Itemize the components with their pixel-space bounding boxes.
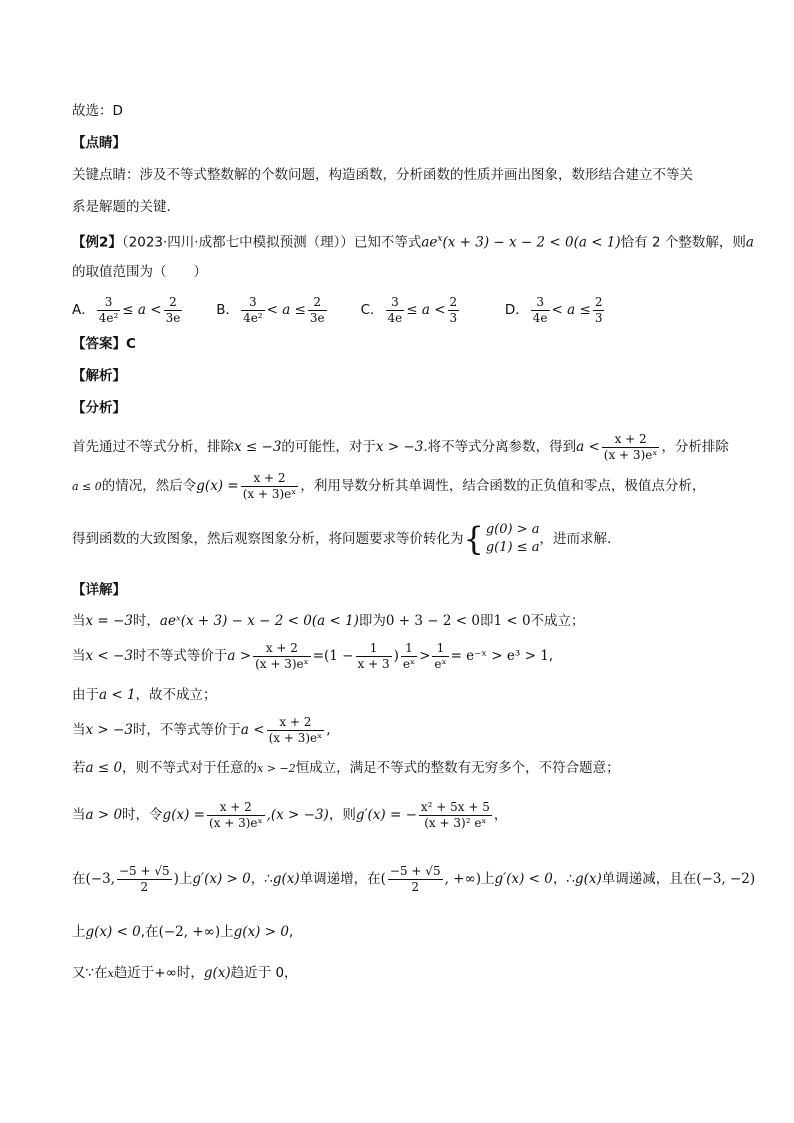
text: ，分析排除 [661, 439, 729, 455]
heading-text: 【点睛】 [72, 135, 126, 151]
math: > [419, 648, 431, 664]
selection-line [72, 101, 123, 121]
denominator: 3 [594, 310, 603, 325]
text: 又∵在 [72, 965, 108, 981]
text: 单调递增，在 [299, 871, 381, 887]
text: 上 [220, 924, 234, 940]
numerator: 3 [104, 294, 113, 309]
text: ，则不等式对于任意的 [122, 760, 258, 776]
numerator: −5 + √5 [389, 863, 441, 878]
fraction [386, 295, 405, 326]
text: ，∴ [552, 871, 575, 887]
equation-system [486, 521, 540, 557]
numerator: 3 [391, 294, 399, 309]
system-row: g(0) > a [485, 522, 540, 537]
math: g(x) = [162, 807, 205, 823]
math: x [107, 967, 114, 980]
option-label: C． [360, 302, 384, 318]
math: g(x) [574, 871, 602, 887]
detail-line-1 [72, 611, 585, 631]
denominator: (x + 3)eˣ [268, 730, 323, 745]
text: 的取值范围为（ ） [72, 264, 207, 280]
denominator: 4e [387, 310, 403, 325]
math: (x + 3) − x − 2 < 0(a < 1) [442, 234, 621, 251]
numerator: x + 2 [219, 799, 252, 814]
text: 时， [132, 613, 160, 629]
example-2-stem-2 [72, 262, 207, 282]
numerator: x² + 5x + 5 [420, 799, 490, 814]
text: 上 [178, 871, 193, 887]
denominator: (x + 3)eˣ [603, 447, 658, 462]
text: ，进而求解. [539, 531, 612, 547]
denominator: (x + 3)eˣ [242, 486, 297, 501]
numerator: −5 + √5 [118, 863, 170, 878]
fraction [164, 295, 183, 326]
denominator: (x + 3)eˣ [255, 656, 309, 671]
math: ≤ a < [122, 302, 162, 318]
math: x ≤ −3 [234, 439, 282, 455]
text: 恒成立，满足不等式的整数有无穷多个，不符合题意； [295, 760, 620, 776]
answer-text: 【答案】C [72, 336, 136, 352]
math: , +∞) [444, 871, 481, 887]
text: 由于 [72, 687, 99, 703]
math: < a ≤ [551, 302, 591, 318]
key-point-text: 关键点睛：涉及不等式整数解的个数问题，构造函数，分析函数的性质并画出图象，数形结合建立不等关 [72, 167, 693, 183]
text: 即 [479, 613, 494, 629]
math: g(x) [272, 871, 300, 887]
fraction [241, 471, 299, 502]
math: ( [380, 871, 386, 887]
math: ) [393, 648, 399, 664]
key-point-line-1 [72, 165, 693, 185]
math: a > 0 [85, 807, 123, 823]
math: g′(x) = − [355, 807, 417, 823]
detail-line-6 [72, 795, 507, 835]
math: < a ≤ [266, 302, 306, 318]
text: 时，令 [122, 807, 163, 823]
text: 趋近于 0， [230, 965, 298, 981]
fraction [593, 295, 605, 326]
denominator: 3e [165, 310, 181, 325]
math: ae [421, 234, 438, 251]
fraction [356, 641, 392, 672]
denominator: eˣ [434, 656, 447, 671]
text: 不成立； [530, 613, 585, 629]
system-row: g(1) ≤ a [485, 540, 540, 555]
option-d [505, 293, 645, 327]
math: a ≤ 0 [72, 480, 102, 493]
fraction [419, 800, 492, 831]
math: x > −3 [85, 722, 133, 738]
text: 在 [72, 871, 86, 887]
fraction [267, 715, 325, 746]
text: ，利用导数分析其单调性，结合函数的正负值和零点，极值点分析， [300, 478, 706, 494]
denominator: 3e [309, 310, 325, 325]
options-row [72, 293, 645, 327]
option-b [216, 293, 356, 327]
fraction [241, 295, 265, 326]
numerator: 2 [313, 294, 322, 309]
text: 的可能性，对于 [281, 439, 376, 455]
detail-line-8 [72, 922, 293, 942]
math: a > [227, 648, 252, 664]
fraction [531, 295, 550, 326]
key-point-text: 系是解题的关键. [72, 199, 171, 215]
detail-line-2 [72, 638, 553, 674]
text: , [326, 722, 331, 738]
fraction [448, 295, 460, 326]
heading-text: 【解析】 [72, 368, 126, 384]
fraction [117, 864, 172, 895]
text: , [548, 648, 554, 664]
denominator: (x + 3)² eˣ [419, 815, 492, 831]
math: ≤ a < [406, 302, 446, 318]
text: 上 [72, 924, 86, 940]
fraction [388, 864, 443, 895]
denominator: 3 [449, 310, 458, 325]
detail-line-9 [72, 963, 298, 984]
math: g′(x) < 0 [494, 871, 553, 887]
text: 即为 [358, 613, 386, 629]
math: x < −3 [85, 648, 133, 664]
option-a [72, 293, 212, 327]
numerator: x + 2 [279, 714, 312, 729]
detail-line-7 [72, 857, 755, 901]
text: 时，不等式等价于 [132, 722, 241, 738]
detail-line-3 [72, 685, 217, 705]
text: 首先通过不等式分析，排除 [72, 439, 234, 455]
fraction [602, 432, 660, 463]
text: 恰有 2 个整数解，则 [620, 234, 746, 251]
option-label: D． [504, 302, 529, 318]
numerator: 2 [169, 294, 177, 309]
analysis-line-2 [72, 469, 705, 504]
heading-xiangjie [72, 580, 126, 600]
text: 时不等式等价于 [132, 648, 228, 664]
text: ，故不成立； [135, 687, 217, 703]
denominator: (x + 3)eˣ [208, 815, 263, 830]
math: (−3, [85, 871, 115, 887]
example-tag: 【例2】 [72, 234, 122, 251]
numerator: 1 [405, 640, 413, 655]
math: g(x) = [196, 478, 239, 494]
math: a < [240, 722, 265, 738]
numerator: 3 [536, 294, 544, 309]
numerator: 1 [369, 640, 378, 655]
option-label: A． [72, 302, 95, 318]
denominator: x + 3 [357, 656, 390, 671]
text: 当 [72, 722, 86, 738]
key-point-line-2 [72, 197, 171, 217]
text: ，∴ [250, 871, 273, 887]
analysis-line-1 [72, 430, 729, 464]
text: ,在 [140, 924, 159, 940]
heading-text: 【详解】 [72, 582, 126, 598]
math: ,(x > −3) [266, 807, 329, 823]
numerator: x + 2 [265, 640, 298, 655]
denominator: 2 [117, 879, 172, 895]
text: 趋近于+∞时， [113, 965, 204, 981]
option-label: B． [216, 302, 240, 318]
math: a < [576, 439, 600, 455]
heading-dianjing [72, 133, 126, 153]
heading-answer [72, 334, 136, 354]
math: a ≤ 0 [85, 760, 123, 776]
text: 当 [72, 648, 86, 664]
text: , [288, 924, 294, 940]
text: 得到函数的大致图象，然后观察图象分析，将问题要求等价转化为 [72, 531, 464, 547]
analysis-line-3 [72, 517, 611, 561]
math: a < 1 [99, 687, 136, 703]
detail-line-4 [72, 712, 331, 748]
text: 上 [481, 871, 495, 887]
math: g(x) > 0 [233, 924, 289, 940]
fraction [97, 295, 121, 326]
math-sup: x [437, 234, 443, 244]
math: x > −2 [257, 762, 296, 775]
text: 若 [72, 760, 86, 776]
heading-text: 【分析】 [72, 400, 126, 416]
math: (−3, −2) [696, 871, 756, 887]
math: a [745, 234, 754, 251]
text: 的情况，然后令 [101, 478, 197, 494]
heading-jiexi [72, 366, 126, 386]
math: (1 − [324, 648, 354, 664]
selection-text: 故选：D [72, 103, 123, 119]
fraction [401, 641, 417, 672]
left-brace: { [463, 520, 484, 558]
math: aeˣ(x + 3) − x − 2 < 0(a < 1) [159, 613, 359, 629]
fraction [253, 641, 311, 672]
numerator: 2 [594, 294, 603, 309]
math: = [312, 648, 325, 664]
numerator: 1 [436, 640, 445, 655]
fraction [432, 641, 448, 672]
math: x > −3 [375, 439, 424, 455]
detail-line-5 [72, 758, 620, 779]
fraction [207, 800, 265, 831]
denominator: 2 [388, 879, 443, 895]
math: ) [173, 871, 179, 887]
math: 0 + 3 − 2 < 0 [385, 613, 480, 629]
heading-fenxi [72, 398, 126, 418]
math: (−2, +∞) [158, 924, 221, 940]
math: = e⁻ˣ > e³ > 1 [450, 648, 549, 664]
math: g′(x) > 0 [192, 871, 251, 887]
text: 当 [72, 613, 86, 629]
text: 当 [72, 807, 86, 823]
math: x = −3 [85, 613, 133, 629]
example-2-stem [72, 229, 754, 253]
denominator: eˣ [402, 656, 416, 671]
numerator: 3 [249, 294, 257, 309]
numerator: x + 2 [253, 470, 286, 485]
math: g(x) [203, 965, 231, 981]
denominator: 4e [532, 310, 548, 325]
text: .将不等式分离参数，得到 [423, 439, 577, 455]
math: 1 < 0 [493, 613, 531, 629]
denominator: 4e² [243, 310, 263, 325]
numerator: x + 2 [614, 431, 647, 446]
numerator: 2 [449, 294, 458, 309]
text: ，则 [328, 807, 356, 823]
text: ， [493, 807, 508, 823]
fraction [308, 295, 327, 326]
text: 单调递减，且在 [601, 871, 697, 887]
option-c [361, 293, 501, 327]
math: g(x) < 0 [85, 924, 141, 940]
denominator: 4e² [98, 310, 119, 325]
example-source: （2023·四川·成都七中模拟预测（理））已知不等式 [121, 234, 422, 251]
